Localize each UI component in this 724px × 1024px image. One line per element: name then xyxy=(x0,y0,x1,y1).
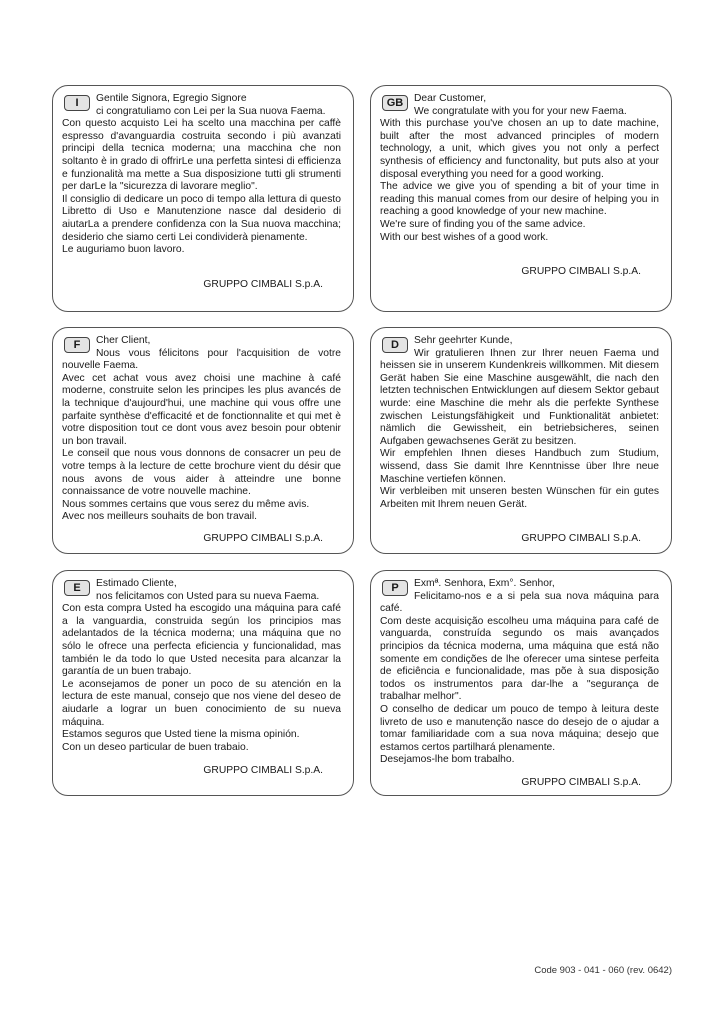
card-english xyxy=(370,85,672,312)
card-spanish-text xyxy=(62,578,341,754)
signature: GRUPPO CIMBALI S.p.A. xyxy=(203,765,323,776)
signature: GRUPPO CIMBALI S.p.A. xyxy=(203,279,323,290)
language-badge-d: D xyxy=(382,337,408,353)
paragraph: Nous vous félicitons pour l'acquisition de votre nouvelle Faema. xyxy=(62,347,341,372)
language-badge-gb: GB xyxy=(382,95,408,111)
paragraph: O conselho de dedicar um pouco de tempo à leitura deste livreto de uso e manutenção nasce do desejo de o ajudar a tomar familiaridade com a sua nova máquina; desejo que estamos certos partilhará plenamente. xyxy=(380,703,659,753)
paragraph: We're sure of finding you of the same advice. xyxy=(380,218,586,230)
card-english-text xyxy=(380,93,659,244)
paragraph: The advice we give you of spending a bit of your time in reading this manual comes from our desire of helping you in reaching a good knowledge of your new machine. xyxy=(380,181,659,218)
paragraph: Estamos seguros que Usted tiene la misma opinión. xyxy=(62,729,300,741)
signature: GRUPPO CIMBALI S.p.A. xyxy=(521,777,641,788)
paragraph: Nous sommes certains que vous serez du même avis. xyxy=(62,498,310,510)
salutation: Exmª. Senhora, Exm°. Senhor, xyxy=(414,578,555,589)
salutation: Estimado Cliente, xyxy=(96,578,177,589)
card-portuguese xyxy=(370,570,672,796)
intro-line: We congratulate with you for your new Faema. xyxy=(414,105,627,117)
card-italian xyxy=(52,85,354,312)
card-french xyxy=(52,327,354,554)
card-italian-text xyxy=(62,93,341,257)
salutation: Dear Customer, xyxy=(414,93,487,104)
closing-line: Desejamos-lhe bom trabalho. xyxy=(380,754,515,766)
signature: GRUPPO CIMBALI S.p.A. xyxy=(521,533,641,544)
closing-line: With our best wishes of a good work. xyxy=(380,231,549,243)
language-badge-e: E xyxy=(64,580,90,596)
paragraph: With this purchase you've chosen an up to date machine, built after the most advanced principles of modern technology, a unit, which gives you not only a perfect synthesis of efficiency and functonality, but puts also at your disposal everything you need for a good working. xyxy=(380,118,659,180)
intro-line: ci congratuliamo con Lei per la Sua nuova Faema. xyxy=(96,105,326,117)
card-german xyxy=(370,327,672,554)
card-french-text xyxy=(62,335,341,524)
paragraph: Le conseil que nous vous donnons de consacrer un peu de votre temps à la lecture de cette brochure vient du désir que nous avons de vous aider à atteindre une bonne connaissance de votre nouvelle machine. xyxy=(62,448,341,498)
card-portuguese-text xyxy=(380,578,659,767)
intro-line: nos felicitamos con Usted para su nueva Faema. xyxy=(96,590,320,602)
paragraph: Wir gratulieren Ihnen zur Ihrer neuen Faema und heissen sie in unserem Kundenkreis willkommen. Mit diesem Gerät haben Sie eine Maschine ausgewählt, die nach den letzten technischen Entwicklungen auf diesem Sektor gebaut wurde: eine Maschine die mehr als die perfekte Synthese zwischen Leistungsfähigkeit und Funktionalität anbietet: nämlich die Gewissheit, ein betriebsicheres, seinen Aufgaben gewachsenes Gerät zu besitzen. xyxy=(380,347,659,447)
paragraph: Felicitamo-nos e a si pela sua nova máquina para café. xyxy=(380,590,659,615)
paragraph: Com deste acquisição escolheu uma máquina para café de vanguarda, construída segundo os mais avançados principios da técnica moderna, uma máquina que está não somente em condições de lhe oferecer uma sintese perfeita de eficiência e funcionalidade, mas põe à sua disposição todos os instrumentos para dar-lhe a "segurança de trabalhar melhor". xyxy=(380,615,659,703)
salutation: Sehr geehrter Kunde, xyxy=(414,335,513,346)
signature: GRUPPO CIMBALI S.p.A. xyxy=(521,266,641,277)
closing-line: Le auguriamo buon lavoro. xyxy=(62,244,185,256)
card-german-text xyxy=(380,335,659,511)
signature: GRUPPO CIMBALI S.p.A. xyxy=(203,533,323,544)
language-badge-p: P xyxy=(382,580,408,596)
document-code: Code 903 - 041 - 060 (rev. 0642) xyxy=(534,965,672,976)
card-spanish xyxy=(52,570,354,796)
paragraph: Il consiglio di dedicare un poco di tempo alla lettura di questo Libretto di Uso e Manutenzione nasce dal desiderio di aiutarLa a prendere confidenza con la Sua nuova macchina; desiderio che siamo certi Lei condividerà pienamente. xyxy=(62,193,341,243)
language-badge-f: F xyxy=(64,337,90,353)
salutation: Cher Client, xyxy=(96,335,151,346)
paragraph: Con esta compra Usted ha escogido una máquina para café a la vanguardia, construida según los principios mas adelantados de la técnica moderna; una máquina que no sólo le ofrece una perfecta eficiencia y funcionalidad, mas también le da todo lo que Usted necesita para alcanzar la garantía de un buen trabajo. xyxy=(62,603,341,678)
closing-line: Wir verbleiben mit unseren besten Wünschen für ein gutes Arbeiten mit Ihrem neuen Gerät. xyxy=(380,486,659,510)
closing-line: Avec nos meilleurs souhaits de bon travail. xyxy=(62,511,257,523)
salutation: Gentile Signora, Egregio Signore xyxy=(96,93,247,104)
closing-line: Con un deseo particular de buen trabaio. xyxy=(62,741,249,753)
paragraph: Con questo acquisto Lei ha scelto una macchina per caffè espresso d'avanguardia costruita secondo i più avanzati principi della tecnica moderna; una macchina che non soltanto è in grado di offrirLe una perfetta sintesi di efficienza e funzionalità ma mette a Sua disposizione tutti gli strumenti per darLe la "sicurezza di lavorare meglio". xyxy=(62,118,341,193)
language-badge-it: I xyxy=(64,95,90,111)
paragraph: Le aconsejamos de poner un poco de su atención en la lectura de este manual, consejo que nos viene del deseo de aiudarle a lograr un buen conocimiento de su nueva máquina. xyxy=(62,678,341,728)
paragraph: Wir empfehlen Ihnen dieses Handbuch zum Studium, wissend, dass Sie damit Ihre Kenntnisse über Ihre neue Maschine vertiefen können. xyxy=(380,448,659,485)
paragraph: Avec cet achat vous avez choisi une machine à café moderne, construite selon les principes les plus avancés de la technique d'aujourd'hui, une machine qui vous offre une parfaite synthèse d'efficacité et de fonctionnalite et qui met è votre disposition tout ce dont vous avez besoin pour obtenir un bon travail. xyxy=(62,372,341,447)
